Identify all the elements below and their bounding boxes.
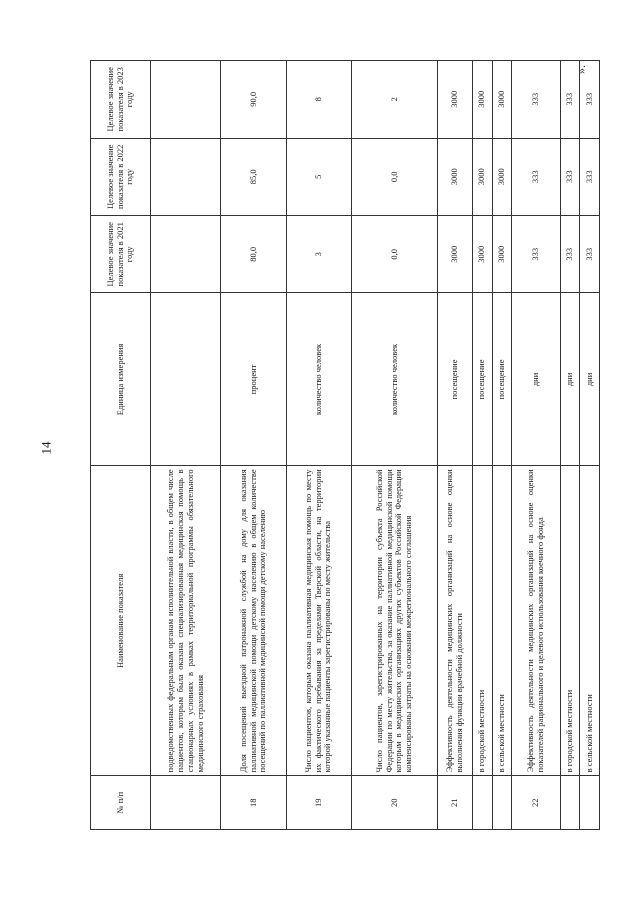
row-value-2023: 333 xyxy=(580,61,600,139)
table-row xyxy=(473,61,493,830)
table-row xyxy=(151,61,221,830)
table-row xyxy=(560,61,580,830)
row-name: Эффективность деятельности медицинских организаций на основе оценки выполнения функции врачебной должности xyxy=(438,466,473,776)
row-unit: количество человек xyxy=(351,293,438,466)
row-name: в городской местности xyxy=(473,466,493,776)
row-unit: посещение xyxy=(438,293,473,466)
row-num xyxy=(492,776,512,830)
header-target-2022: Целевое значение показателя в 2022 году xyxy=(91,138,151,215)
row-unit xyxy=(151,293,221,466)
row-value-2023: 3000 xyxy=(492,61,512,139)
table-row xyxy=(351,61,438,830)
row-value-2023: 3000 xyxy=(438,61,473,139)
row-value-2022: 333 xyxy=(580,138,600,215)
row-num: 21 xyxy=(438,776,473,830)
row-name: Доля посещений выездной патронажной службой на дому для оказания паллиативной медицинской помощи детскому населению в общем количестве посещений по паллиативной медицинской помощи детскому населению xyxy=(221,466,286,776)
header-target-2021: Целевое значение показателя в 2021 году xyxy=(91,216,151,293)
table-row xyxy=(492,61,512,830)
table-header-row xyxy=(91,61,151,830)
table-row xyxy=(438,61,473,830)
row-num: 19 xyxy=(286,776,351,830)
row-name: в городской местности xyxy=(560,466,580,776)
row-value-2022: 0,0 xyxy=(351,138,438,215)
indicators-table xyxy=(90,60,600,830)
row-num xyxy=(580,776,600,830)
row-value-2023: 8 xyxy=(286,61,351,139)
table-row xyxy=(286,61,351,830)
row-num xyxy=(473,776,493,830)
row-num xyxy=(560,776,580,830)
row-num: 18 xyxy=(221,776,286,830)
header-name: Наименование показателя xyxy=(91,466,151,776)
row-value-2021: 333 xyxy=(560,216,580,293)
row-unit: количество человек xyxy=(286,293,351,466)
row-num: 22 xyxy=(512,776,561,830)
row-value-2021: 0,0 xyxy=(351,216,438,293)
row-value-2021: 3000 xyxy=(438,216,473,293)
closing-quote: ». xyxy=(574,65,588,74)
row-value-2023: 333 xyxy=(560,61,580,139)
page-number: 14 xyxy=(38,441,54,455)
row-value-2022: 3000 xyxy=(438,138,473,215)
row-num xyxy=(151,776,221,830)
row-value-2021: 3 xyxy=(286,216,351,293)
row-value-2023: 3000 xyxy=(473,61,493,139)
row-name: Эффективность деятельности медицинских организаций на основе оценки показателей рационального и целевого использования коечного фонда xyxy=(512,466,561,776)
row-value-2022: 3000 xyxy=(473,138,493,215)
row-value-2022: 333 xyxy=(560,138,580,215)
row-unit: посещение xyxy=(473,293,493,466)
row-name: Число пациентов, зарегистрированных на территории субъекта Российской Федерации по месту жительства, за оказание паллиативной медицинской помощи которым в медицинских организациях других субъектов Российской Федерации компенсированы затраты на основании межрегионального соглашения xyxy=(351,466,438,776)
row-value-2022 xyxy=(151,138,221,215)
table-row xyxy=(221,61,286,830)
row-name: в сельской местности xyxy=(492,466,512,776)
rotated-table-container xyxy=(90,60,600,830)
row-name: в сельской местности xyxy=(580,466,600,776)
header-unit: Единица измерения xyxy=(91,293,151,466)
row-value-2023 xyxy=(151,61,221,139)
row-unit: дни xyxy=(512,293,561,466)
row-unit: процент xyxy=(221,293,286,466)
row-unit: дни xyxy=(560,293,580,466)
row-value-2021 xyxy=(151,216,221,293)
row-value-2022: 333 xyxy=(512,138,561,215)
row-value-2023: 333 xyxy=(512,61,561,139)
row-value-2023: 90,0 xyxy=(221,61,286,139)
row-value-2021: 3000 xyxy=(473,216,493,293)
row-value-2021: 333 xyxy=(580,216,600,293)
table-row xyxy=(580,61,600,830)
row-unit: посещение xyxy=(492,293,512,466)
row-value-2022: 3000 xyxy=(492,138,512,215)
header-num: № п/п xyxy=(91,776,151,830)
row-unit: дни xyxy=(580,293,600,466)
row-value-2022: 5 xyxy=(286,138,351,215)
row-name: подведомственных федеральным органам исполнительной власти, в общем числе пациентов, которым была оказана специализированная медицинская помощь в стационарных условиях в рамках территориальной программы обязательного медицинского страхования xyxy=(151,466,221,776)
row-value-2021: 3000 xyxy=(492,216,512,293)
header-target-2023: Целевое значение показателя в 2023 году xyxy=(91,61,151,139)
row-num: 20 xyxy=(351,776,438,830)
row-value-2023: 2 xyxy=(351,61,438,139)
table-row xyxy=(512,61,561,830)
row-value-2022: 85,0 xyxy=(221,138,286,215)
row-value-2021: 333 xyxy=(512,216,561,293)
row-name: Число пациентов, которым оказана паллиативная медицинская помощь по месту их фактического пребывания за пределами Тверской области, на территории которой указанные пациенты зарегистрированы по месту жительства xyxy=(286,466,351,776)
row-value-2021: 80,0 xyxy=(221,216,286,293)
